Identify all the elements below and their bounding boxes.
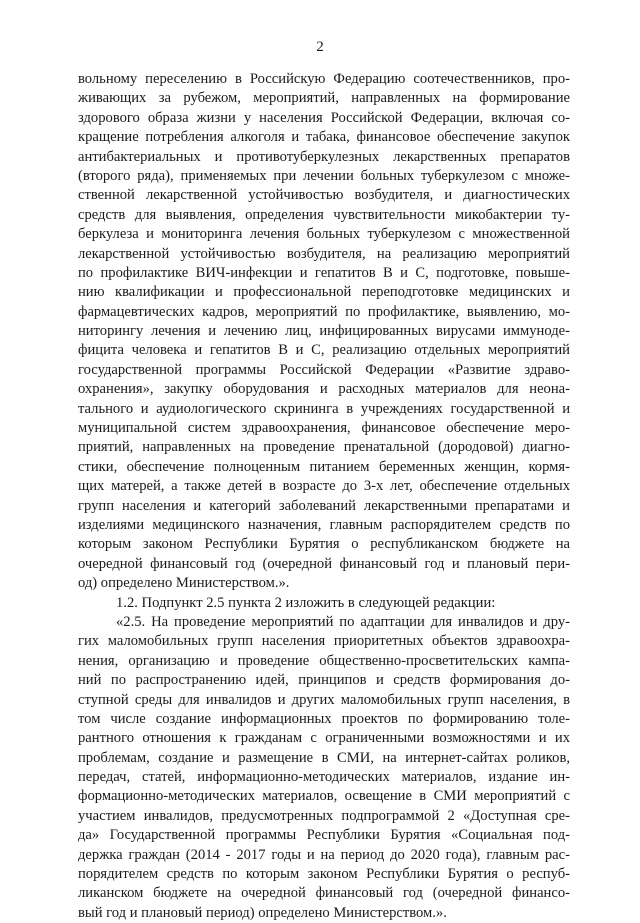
paragraph-amendment-clause <box>78 594 570 613</box>
text-line: антибактериальных и противотуберкулезных лекарственных препаратов <box>78 148 570 165</box>
text-line: вольному переселению в Российскую Федерацию соотечественников, про- <box>78 71 570 87</box>
text-line: формационно-методических материалов, освещение в СМИ мероприятий с <box>78 788 570 805</box>
text-line: порядителем средств по которым законом Республики Бурятия о респуб- <box>78 866 570 883</box>
text-line: очередной финансовый год (очередной финансовый год и плановый пери- <box>78 555 570 572</box>
text-line: охранения», закупку оборудования и расходных материалов для неона- <box>78 381 570 398</box>
text-line: здорового образа жизни у населения Российской Федерации, включая со- <box>78 109 570 126</box>
text-line: держка граждан (2014 - 2017 годы и на период до 2020 года), главным рас- <box>78 846 570 863</box>
text-line: (второго ряда), применяемых при лечении больных туберкулезом с множе- <box>78 167 570 184</box>
document-body <box>78 70 570 923</box>
text-line: од) определено Министерством.». <box>78 575 290 592</box>
text-line: лекарственной устойчивостью возбудителя, на реализацию мероприятий <box>78 245 570 262</box>
text-line: ниторингу лечения и лечению лиц, инфицированных вирусами иммуноде- <box>78 323 570 340</box>
page-number: 2 <box>316 39 324 55</box>
text-line: передач, статей, информационно-методических материалов, издание ин- <box>78 769 570 786</box>
text-line: том числе создание информационных проектов по формированию толе- <box>78 710 570 727</box>
text-line: групп населения и категорий заболеваний лекарственными препаратами и <box>78 497 570 514</box>
text-line: нения, организацию и проведение общественно-просветительских кампа- <box>78 652 570 669</box>
text-line: средств для выявления, определения чувствительности микобактерии ту- <box>78 206 570 223</box>
text-line: нию квалификации и профессиональной переподготовке медицинских и <box>78 284 570 301</box>
text-line: гих маломобильных групп населения приоритетных объектов здравоохра- <box>78 633 570 650</box>
text-line: приятий, направленных на проведение пренатальной (дородовой) диагно- <box>78 439 570 456</box>
text-line: вый год и плановый период) определено Министерством.». <box>78 904 447 921</box>
text-line: фармацевтических кадров, мероприятий по профилактике, выявлению, мо- <box>78 303 570 320</box>
text-line: живающих за рубежом, мероприятий, направленных на формирование <box>78 90 570 107</box>
text-line: беркулеза и мониторинга лечения больных туберкулезом с множественной <box>78 226 570 243</box>
text-line: участием инвалидов, предусмотренных подпрограммой 2 «Доступная сре- <box>78 807 570 824</box>
text-line: «2.5. На проведение мероприятий по адаптации для инвалидов и дру- <box>116 613 570 630</box>
text-line: фицита человека и гепатитов В и С, реализацию отдельных мероприятий <box>78 342 570 359</box>
paragraph-funding-purposes <box>78 70 570 594</box>
text-line: ступной среды для инвалидов и других маломобильных групп населения, в <box>78 691 570 708</box>
text-line: государственной программы Российской Федерации «Развитие здраво- <box>78 361 570 378</box>
text-line: стики, обеспечение полноценным питанием беременных женщин, кормя- <box>78 458 570 475</box>
text-line: да» Государственной программы Республики Бурятия «Социальная под- <box>78 827 570 844</box>
text-line: щих матерей, а также детей в возрасте до 3-х лет, обеспечение отдельных <box>78 478 570 495</box>
text-line: ний по распространению идей, принципов и средств формирования до- <box>78 672 570 689</box>
text-line: проблемам, создание и размещение в СМИ, на интернет-сайтах роликов, <box>78 749 570 766</box>
text-line: 1.2. Подпункт 2.5 пункта 2 изложить в следующей редакции: <box>116 594 496 611</box>
text-line: кращение потребления алкоголя и табака, финансовое обеспечение закупок <box>78 129 570 146</box>
text-line: которым законом Республики Бурятия о республиканском бюджете на <box>78 536 570 553</box>
text-line: ственной лекарственной устойчивостью возбудителя, и диагностических <box>78 187 570 204</box>
text-line: по профилактике ВИЧ-инфекции и гепатитов В и С, подготовке, повыше- <box>78 264 570 281</box>
text-line: изделиями медицинского назначения, главным распорядителем средств по <box>78 516 570 533</box>
text-line: муниципальной систем здравоохранения, финансовое обеспечение меро- <box>78 420 570 437</box>
text-line: тального и аудиологического скрининга в учреждениях государственной и <box>78 400 570 417</box>
text-line: ликанском бюджете на очередной финансовый год (очередной финансо- <box>78 885 570 902</box>
paragraph-subclause-2-5 <box>78 613 570 923</box>
text-line: рантного отношения к гражданам с ограниченными возможностями и их <box>78 730 570 747</box>
